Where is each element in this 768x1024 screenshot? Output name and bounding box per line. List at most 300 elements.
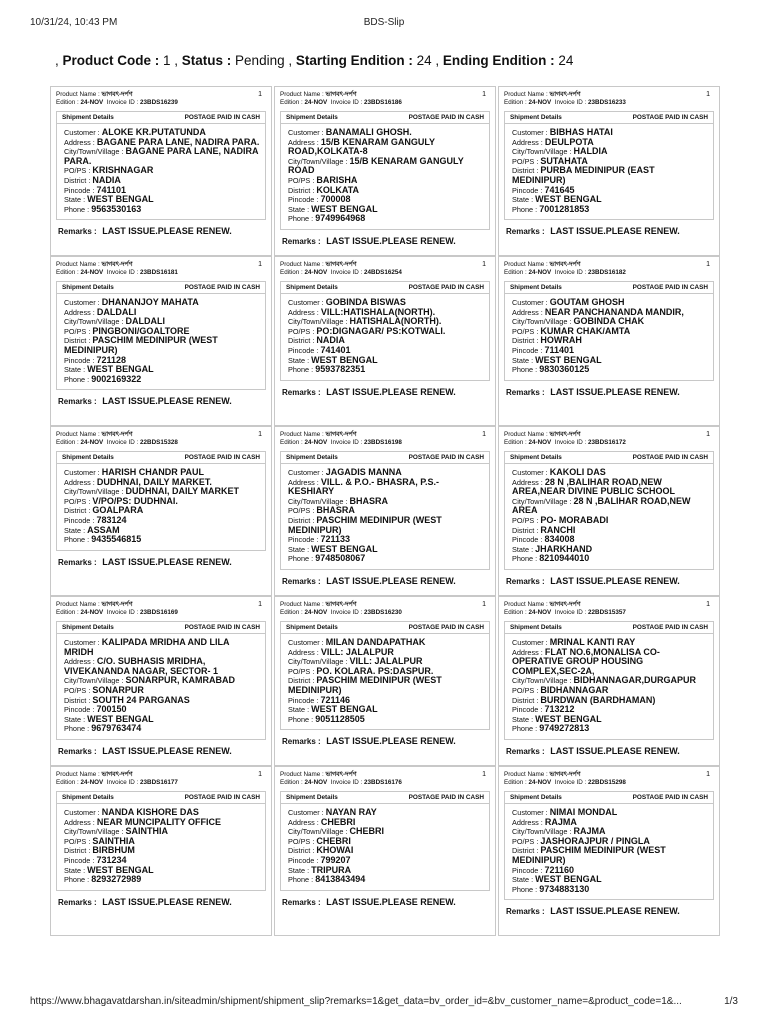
customer-district-row <box>288 516 484 535</box>
postage-label: POSTAGE PAID IN CASH <box>632 454 708 461</box>
slip-quantity: 1 <box>482 261 486 268</box>
slip-quantity: 1 <box>706 431 710 438</box>
invoice-id: 23BDS16239 <box>140 98 178 106</box>
address-value: NEAR MUNCIPALITY OFFICE <box>96 816 222 827</box>
product-name-label: Product Name : <box>280 771 326 778</box>
shipment-slip <box>498 596 720 766</box>
address-value: FLAT NO.6,MONALISA CO-OPERATIVE GROUP HOUSING COMPLEX,SEC-2A, <box>512 646 660 676</box>
address-label: Address : <box>512 647 545 657</box>
product-name-label: Product Name : <box>280 261 326 268</box>
slip-quantity: 1 <box>258 261 262 268</box>
customer-details <box>280 804 490 891</box>
shipment-details-header <box>56 281 266 294</box>
remarks <box>56 396 266 406</box>
customer-label: Customer : <box>64 298 102 307</box>
phone-label: Phone : <box>64 374 92 384</box>
customer-phone-row <box>64 375 260 385</box>
customer-district-row <box>288 846 484 856</box>
customer-details <box>504 634 714 740</box>
city-value: HATISHALA(NORTH). <box>349 316 442 327</box>
pincode-value: 711401 <box>544 344 574 355</box>
district-label: District : <box>288 336 317 346</box>
product-code-label: Product Code : <box>62 53 160 68</box>
shipment-details-label: Shipment Details <box>286 114 338 121</box>
customer-value: JAGADIS MANNA <box>325 467 402 477</box>
address-label: Address : <box>512 307 545 317</box>
product-name-value: ভাগবৎ-দর্পণ <box>101 601 133 608</box>
pops-label: PO/PS : <box>64 685 93 695</box>
pops-value: SONARPUR <box>92 684 144 695</box>
remarks <box>56 226 266 236</box>
shipment-details-header <box>504 451 714 464</box>
edition-label: Edition : <box>504 608 529 616</box>
customer-district-row <box>64 176 260 186</box>
phone-label: Phone : <box>512 724 540 734</box>
customer-address-row <box>288 818 484 828</box>
customer-label: Customer : <box>64 808 102 817</box>
city-label: City/Town/Village : <box>512 317 574 327</box>
remarks-label: Remarks : <box>506 387 545 397</box>
address-value: VILL:HATISHALA(NORTH). <box>320 306 436 317</box>
invoice-label: Invoice ID : <box>106 608 141 616</box>
pincode-value: 741645 <box>544 184 575 195</box>
city-label: City/Town/Village : <box>288 317 350 327</box>
city-label: City/Town/Village : <box>512 676 574 686</box>
city-value: SAINTHIA <box>125 826 169 837</box>
slip-product-line <box>280 261 490 269</box>
customer-district-row <box>288 336 484 346</box>
state-label: State : <box>64 525 88 535</box>
edition-label: Edition : <box>504 98 529 106</box>
customer-value: MRINAL KANTI RAY <box>549 637 636 647</box>
customer-details <box>56 804 266 891</box>
customer-details <box>280 294 490 381</box>
address-label: Address : <box>64 307 97 317</box>
customer-address-row <box>512 478 708 497</box>
customer-label: Customer : <box>64 128 102 137</box>
pops-label: PO/PS : <box>512 326 541 336</box>
phone-value: 8413843494 <box>315 874 366 885</box>
district-label: District : <box>64 175 93 185</box>
shipment-details-label: Shipment Details <box>510 114 562 121</box>
state-value: WEST BENGAL <box>535 874 602 885</box>
district-value: PASCHIM MEDINIPUR (WEST MEDINIPUR) <box>64 335 218 355</box>
shipment-slip <box>274 596 496 766</box>
slip-edition-line <box>504 269 714 277</box>
customer-address-row <box>64 657 260 676</box>
slip-product-line <box>504 431 714 439</box>
customer-details <box>504 464 714 570</box>
pincode-label: Pincode : <box>288 695 321 705</box>
city-value: RAJMA <box>573 826 606 837</box>
invoice-label: Invoice ID : <box>330 98 365 106</box>
customer-address-row <box>512 138 708 148</box>
slip-product-line <box>280 771 490 779</box>
slip-product-line <box>56 431 266 439</box>
phone-label: Phone : <box>64 724 92 734</box>
remarks <box>56 557 266 567</box>
remarks-value: LAST ISSUE.PLEASE RENEW. <box>102 226 232 237</box>
customer-details <box>504 294 714 381</box>
customer-customer-row <box>64 298 260 308</box>
edition-value: 24-NOV <box>80 608 104 616</box>
pops-value: BHASRA <box>316 505 355 516</box>
city-label: City/Town/Village : <box>512 147 574 157</box>
pincode-label: Pincode : <box>512 865 545 875</box>
remarks-value: LAST ISSUE.PLEASE RENEW. <box>550 745 680 756</box>
product-name-label: Product Name : <box>504 601 550 608</box>
remarks-label: Remarks : <box>282 236 321 246</box>
district-value: KHOWAI <box>316 845 354 856</box>
shipment-details-header <box>280 791 490 804</box>
invoice-label: Invoice ID : <box>106 438 141 446</box>
remarks-label: Remarks : <box>282 576 321 586</box>
remarks <box>280 576 490 586</box>
remarks <box>504 226 714 236</box>
shipment-slip <box>498 86 720 256</box>
edition-value: 24-NOV <box>304 268 328 276</box>
customer-phone-row <box>64 535 260 545</box>
pincode-value: 700150 <box>96 704 127 715</box>
address-label: Address : <box>512 817 545 827</box>
phone-label: Phone : <box>288 554 316 564</box>
district-label: District : <box>288 676 317 686</box>
shipment-details-label: Shipment Details <box>62 624 114 631</box>
slip-edition-line <box>504 779 714 787</box>
district-label: District : <box>512 336 541 346</box>
district-value: HOWRAH <box>540 335 582 346</box>
district-value: SOUTH 24 PARGANAS <box>92 694 190 705</box>
phone-label: Phone : <box>512 884 540 894</box>
product-name-label: Product Name : <box>504 261 550 268</box>
state-label: State : <box>64 714 88 724</box>
remarks-value: LAST ISSUE.PLEASE RENEW. <box>102 396 232 407</box>
remarks-label: Remarks : <box>282 897 321 907</box>
remarks-label: Remarks : <box>506 907 545 917</box>
slip-quantity: 1 <box>258 91 262 98</box>
invoice-id: 22BDS15298 <box>588 778 626 786</box>
remarks-value: LAST ISSUE.PLEASE RENEW. <box>550 226 680 237</box>
district-value: PURBA MEDINIPUR (EAST MEDINIPUR) <box>512 165 655 185</box>
slip-product-line <box>504 601 714 609</box>
pops-label: PO/PS : <box>288 506 317 516</box>
customer-phone-row <box>512 724 708 734</box>
address-value: NEAR PANCHANANDA MANDIR, <box>544 306 684 317</box>
slip-quantity: 1 <box>706 261 710 268</box>
edition-label: Edition : <box>56 778 81 786</box>
remarks-label: Remarks : <box>58 397 97 407</box>
shipment-slip <box>274 86 496 256</box>
postage-label: POSTAGE PAID IN CASH <box>632 794 708 801</box>
print-title: BDS-Slip <box>363 17 405 28</box>
state-label: State : <box>512 355 536 365</box>
product-name-label: Product Name : <box>504 91 550 98</box>
state-label: State : <box>288 355 312 365</box>
customer-district-row <box>512 846 708 865</box>
pops-value: JASHORAJPUR / PINGLA <box>540 835 650 846</box>
slip-edition-line <box>504 609 714 617</box>
address-value: DEULPOTA <box>544 136 594 147</box>
starting-edition-value: 24 , <box>412 53 443 68</box>
phone-label: Phone : <box>512 204 540 214</box>
product-name-label: Product Name : <box>56 431 102 438</box>
ending-edition-value: 24 <box>554 53 574 68</box>
city-value: BIDHANNAGAR,DURGAPUR <box>573 675 697 686</box>
customer-district-row <box>512 526 708 536</box>
invoice-label: Invoice ID : <box>330 438 365 446</box>
customer-phone-row <box>288 715 484 725</box>
customer-district-row <box>512 696 708 706</box>
slip-edition-line <box>280 99 490 107</box>
starting-edition-label: Starting Endition : <box>295 53 413 68</box>
remarks-label: Remarks : <box>282 737 321 747</box>
pops-label: PO/PS : <box>512 156 541 166</box>
invoice-id: 24BDS16254 <box>364 268 402 276</box>
district-label: District : <box>64 695 93 705</box>
invoice-id: 23BDS16198 <box>364 438 402 446</box>
state-label: State : <box>512 195 536 205</box>
shipment-details-label: Shipment Details <box>62 114 114 121</box>
remarks-value: LAST ISSUE.PLEASE RENEW. <box>550 386 680 397</box>
district-value: PASCHIM MEDINIPUR (WEST MEDINIPUR) <box>512 845 666 865</box>
state-value: WEST BENGAL <box>311 203 378 214</box>
edition-value: 24-NOV <box>80 438 104 446</box>
remarks-value: LAST ISSUE.PLEASE RENEW. <box>326 896 456 907</box>
state-label: State : <box>512 544 536 554</box>
product-name-label: Product Name : <box>56 771 102 778</box>
customer-value: GOBINDA BISWAS <box>325 297 406 307</box>
customer-district-row <box>64 846 260 856</box>
city-value: SONARPUR, KAMRABAD <box>125 675 236 686</box>
invoice-id: 23BDS16230 <box>364 608 402 616</box>
address-label: Address : <box>64 477 97 487</box>
invoice-id: 23BDS16182 <box>588 268 626 276</box>
city-value: CHEBRI <box>349 826 385 837</box>
customer-label: Customer : <box>288 638 326 647</box>
remarks <box>504 906 714 916</box>
customer-details <box>56 294 266 390</box>
pops-value: V/PO/PS: DUDHNAI. <box>92 495 178 506</box>
state-value: WEST BENGAL <box>535 354 602 365</box>
product-name-label: Product Name : <box>56 261 102 268</box>
shipment-slip <box>274 426 496 596</box>
district-value: PASCHIM MEDINIPUR (WEST MEDINIPUR) <box>288 675 442 695</box>
product-name-value: ভাগবৎ-দর্পণ <box>549 771 581 778</box>
phone-label: Phone : <box>288 714 316 724</box>
customer-label: Customer : <box>288 128 326 137</box>
customer-value: BANAMALI GHOSH. <box>325 127 412 137</box>
customer-phone-row <box>512 885 708 895</box>
district-label: District : <box>64 506 93 516</box>
remarks <box>280 897 490 907</box>
phone-value: 9593782351 <box>315 364 366 375</box>
pincode-label: Pincode : <box>64 855 97 865</box>
address-value: BAGANE PARA LANE, NADIRA PARA. <box>96 136 260 147</box>
product-name-label: Product Name : <box>504 771 550 778</box>
postage-label: POSTAGE PAID IN CASH <box>408 114 484 121</box>
product-name-value: ভাগবৎ-দর্পণ <box>549 261 581 268</box>
address-label: Address : <box>288 307 321 317</box>
shipment-details-label: Shipment Details <box>510 794 562 801</box>
address-value: VILL. & P.O.- BHASRA, P.S.- KESHIARY <box>288 476 440 497</box>
customer-value: MILAN DANDAPATHAK <box>325 637 426 647</box>
product-name-label: Product Name : <box>56 601 102 608</box>
slip-edition-line <box>280 269 490 277</box>
city-label: City/Town/Village : <box>64 676 126 686</box>
postage-label: POSTAGE PAID IN CASH <box>632 114 708 121</box>
state-label: State : <box>288 204 312 214</box>
phone-value: 9679763474 <box>91 723 142 734</box>
invoice-id: 23BDS16186 <box>364 98 402 106</box>
customer-value: DHANANJOY MAHATA <box>101 297 199 307</box>
state-value: WEST BENGAL <box>535 713 602 724</box>
product-name-label: Product Name : <box>280 91 326 98</box>
product-name-value: ভাগবৎ-দর্পণ <box>101 91 133 98</box>
invoice-label: Invoice ID : <box>554 608 589 616</box>
pincode-label: Pincode : <box>512 705 545 715</box>
address-label: Address : <box>288 477 321 487</box>
invoice-id: 23BDS16172 <box>588 438 626 446</box>
shipment-details-label: Shipment Details <box>62 454 114 461</box>
address-label: Address : <box>512 137 545 147</box>
address-value: RAJMA <box>544 816 577 827</box>
postage-label: POSTAGE PAID IN CASH <box>184 624 260 631</box>
city-value: GOBINDA CHAK <box>573 316 645 327</box>
slip-product-line <box>504 261 714 269</box>
pincode-value: 799207 <box>320 854 351 865</box>
customer-label: Customer : <box>512 638 550 647</box>
city-label: City/Town/Village : <box>512 827 574 837</box>
remarks <box>504 576 714 586</box>
shipment-details-label: Shipment Details <box>286 284 338 291</box>
remarks-value: LAST ISSUE.PLEASE RENEW. <box>326 575 456 586</box>
state-value: TRIPURA <box>311 864 352 875</box>
district-value: PASCHIM MEDINIPUR (WEST MEDINIPUR) <box>288 514 442 535</box>
pops-value: PO. KOLARA. PS:DASPUR. <box>316 665 434 676</box>
pops-label: PO/PS : <box>64 166 93 176</box>
remarks <box>56 897 266 907</box>
city-value: BAGANE PARA LANE, NADIRA PARA. <box>64 146 259 166</box>
pincode-label: Pincode : <box>64 355 97 365</box>
customer-details <box>280 634 490 730</box>
summary-prefix: , <box>55 53 63 68</box>
state-value: WEST BENGAL <box>87 713 154 724</box>
shipment-details-header <box>280 621 490 634</box>
pincode-value: 834008 <box>544 534 575 545</box>
customer-details <box>280 124 490 230</box>
district-label: District : <box>64 336 93 346</box>
pincode-value: 700008 <box>320 194 351 205</box>
customer-phone-row <box>64 724 260 734</box>
customer-label: Customer : <box>512 128 550 137</box>
customer-district-row <box>288 676 484 695</box>
shipment-details-header <box>56 621 266 634</box>
pincode-label: Pincode : <box>64 515 97 525</box>
shipment-details-label: Shipment Details <box>286 454 338 461</box>
shipment-slip <box>498 256 720 426</box>
pincode-label: Pincode : <box>288 535 321 545</box>
pops-label: PO/PS : <box>288 326 317 336</box>
state-value: WEST BENGAL <box>311 704 378 715</box>
print-datetime: 10/31/24, 10:43 PM <box>30 17 118 28</box>
slip-edition-line <box>56 439 266 447</box>
address-label: Address : <box>64 657 97 667</box>
edition-value: 24-NOV <box>528 438 552 446</box>
pops-value: KRISHNAGAR <box>92 165 154 176</box>
invoice-id: 23BDS16176 <box>364 778 402 786</box>
pops-label: PO/PS : <box>512 515 541 525</box>
postage-label: POSTAGE PAID IN CASH <box>184 284 260 291</box>
state-label: State : <box>288 865 312 875</box>
phone-value: 7001281853 <box>539 203 590 214</box>
customer-district-row <box>64 336 260 355</box>
shipment-details-label: Shipment Details <box>286 624 338 631</box>
city-value: HALDIA <box>573 146 608 157</box>
invoice-id: 23BDS16181 <box>140 268 178 276</box>
edition-value: 24-NOV <box>80 98 104 106</box>
remarks-value: LAST ISSUE.PLEASE RENEW. <box>326 736 456 747</box>
customer-customer-row <box>64 638 260 657</box>
product-name-value: ভাগবৎ-দর্পণ <box>325 91 357 98</box>
city-value: 15/B KENARAM GANGULY ROAD <box>288 155 464 176</box>
slip-product-line <box>280 601 490 609</box>
edition-label: Edition : <box>280 778 305 786</box>
customer-value: BIBHAS HATAI <box>549 127 613 137</box>
state-value: WEST BENGAL <box>311 543 378 554</box>
slip-product-line <box>56 771 266 779</box>
phone-label: Phone : <box>64 875 92 885</box>
pops-value: PINGBONI/GOALTORE <box>92 325 190 336</box>
city-label: City/Town/Village : <box>288 827 350 837</box>
state-label: State : <box>512 875 536 885</box>
pincode-label: Pincode : <box>288 345 321 355</box>
shipment-details-label: Shipment Details <box>62 284 114 291</box>
customer-address-row <box>512 818 708 828</box>
product-code-value: 1 , <box>159 53 182 68</box>
product-name-value: ভাগবৎ-দর্পণ <box>549 91 581 98</box>
phone-value: 9563530163 <box>91 203 142 214</box>
slip-quantity: 1 <box>482 91 486 98</box>
slip-edition-line <box>56 609 266 617</box>
address-label: Address : <box>512 477 545 487</box>
shipment-details-label: Shipment Details <box>510 454 562 461</box>
pops-value: PO- MORABADI <box>540 514 609 525</box>
state-label: State : <box>64 195 88 205</box>
pincode-label: Pincode : <box>512 185 545 195</box>
shipment-slip <box>274 766 496 936</box>
customer-customer-row <box>512 808 708 818</box>
pincode-value: 713212 <box>544 704 575 715</box>
postage-label: POSTAGE PAID IN CASH <box>408 794 484 801</box>
city-value: 28 N ,BALIHAR ROAD,NEW AREA <box>512 495 691 516</box>
remarks-label: Remarks : <box>58 746 97 756</box>
invoice-label: Invoice ID : <box>330 608 365 616</box>
page-number: 1/3 <box>724 996 738 1007</box>
slip-edition-line <box>280 439 490 447</box>
district-label: District : <box>512 695 541 705</box>
address-label: Address : <box>288 817 321 827</box>
address-value: DALDALI <box>96 306 137 317</box>
slip-product-line <box>280 91 490 99</box>
address-value: CHEBRI <box>320 816 356 827</box>
page-url: https://www.bhagavatdarshan.in/siteadmin/shipment/shipment_slip?remarks=1&get_data=bv_order_id=&bv_customer_name=&product_code=1&... <box>30 996 682 1007</box>
city-label: City/Town/Village : <box>512 496 574 506</box>
pincode-value: 731234 <box>96 854 127 865</box>
address-label: Address : <box>64 137 97 147</box>
remarks <box>504 387 714 397</box>
customer-details <box>504 124 714 220</box>
product-name-label: Product Name : <box>504 431 550 438</box>
